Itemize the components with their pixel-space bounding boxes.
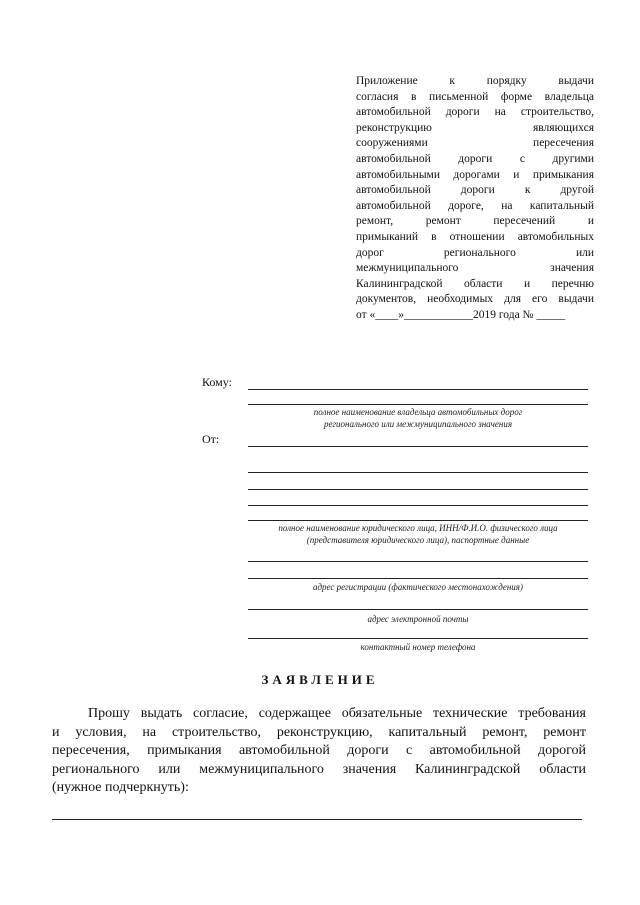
address-field-line-1[interactable] [248,561,588,562]
from-field-line-1[interactable] [248,446,588,447]
appendix-line: документов, необходимых для его выдачи [356,293,594,306]
from-field-line-5[interactable] [248,520,588,521]
appendix-line: дорог регионального или [356,246,594,259]
statement-line: и условия, на строительство, реконструкцию, капитальный ремонт, ремонт [52,724,586,740]
statement-fill-line[interactable] [52,819,582,820]
appendix-line: автомобильной дороги к другой [356,184,594,197]
owner-caption-line: полное наименование владельца автомобильных дорог [313,407,523,417]
owner-caption [248,406,588,430]
owner-caption-line: регионального или межмуниципального значения [323,419,513,429]
appendix-line: примыканий в отношении автомобильных [356,230,594,243]
appendix-line: автомобильной дороги на строительство, [356,106,594,119]
statement-line: Прошу выдать согласие, содержащее обязательные технические требования [88,706,586,721]
appendix-date-line: от «____»____________2019 года № _____ [356,308,566,321]
appendix-line: Калининградской области и перечню [356,277,594,290]
applicant-caption-line: (представителя юридического лица), паспортные данные [306,535,530,545]
appendix-line: автомобильной дороги с другими [356,152,594,165]
address-field-line-2[interactable] [248,578,588,579]
appendix-line: сооружениями пересечения [356,137,594,150]
email-caption: адрес электронной почты [367,614,469,624]
from-field-line-2[interactable] [248,472,588,473]
applicant-caption-line: полное наименование юридического лица, ИНН/Ф.И.О. физического лица [278,523,558,533]
appendix-line: Приложение к порядку выдачи [356,75,594,87]
appendix-header [356,74,594,324]
to-label: Кому: [202,375,232,389]
email-field-line[interactable] [248,609,588,610]
appendix-line: согласия в письменной форме владельца [356,90,594,103]
to-field-line-1[interactable] [248,389,588,390]
phone-caption: контактный номер телефона [360,642,476,652]
statement-title: ЗАЯВЛЕНИЕ [261,672,379,687]
appendix-line: автомобильными дорогами и примыкания [356,168,594,181]
from-label: От: [202,432,220,446]
phone-field-line[interactable] [248,638,588,639]
statement-line: пересечения, примыкания автомобильной дороги с автомобильной дорогой [52,743,586,758]
appendix-line: реконструкцию являющихся [356,121,594,134]
address-caption: адрес регистрации (фактического местонахождения) [313,582,523,592]
statement-body [52,705,586,798]
appendix-line: межмуниципального значения [356,262,594,275]
appendix-line: ремонт, ремонт пересечений и [356,215,594,228]
statement-line: регионального или межмуниципального значения Калининградской области [52,761,586,777]
to-field-line-2[interactable] [248,404,588,405]
statement-line: (нужное подчеркнуть): [52,780,189,795]
applicant-caption [248,522,588,546]
from-field-line-3[interactable] [248,489,588,490]
from-field-line-4[interactable] [248,505,588,506]
appendix-line: автомобильной дороге, на капитальный [356,199,594,212]
